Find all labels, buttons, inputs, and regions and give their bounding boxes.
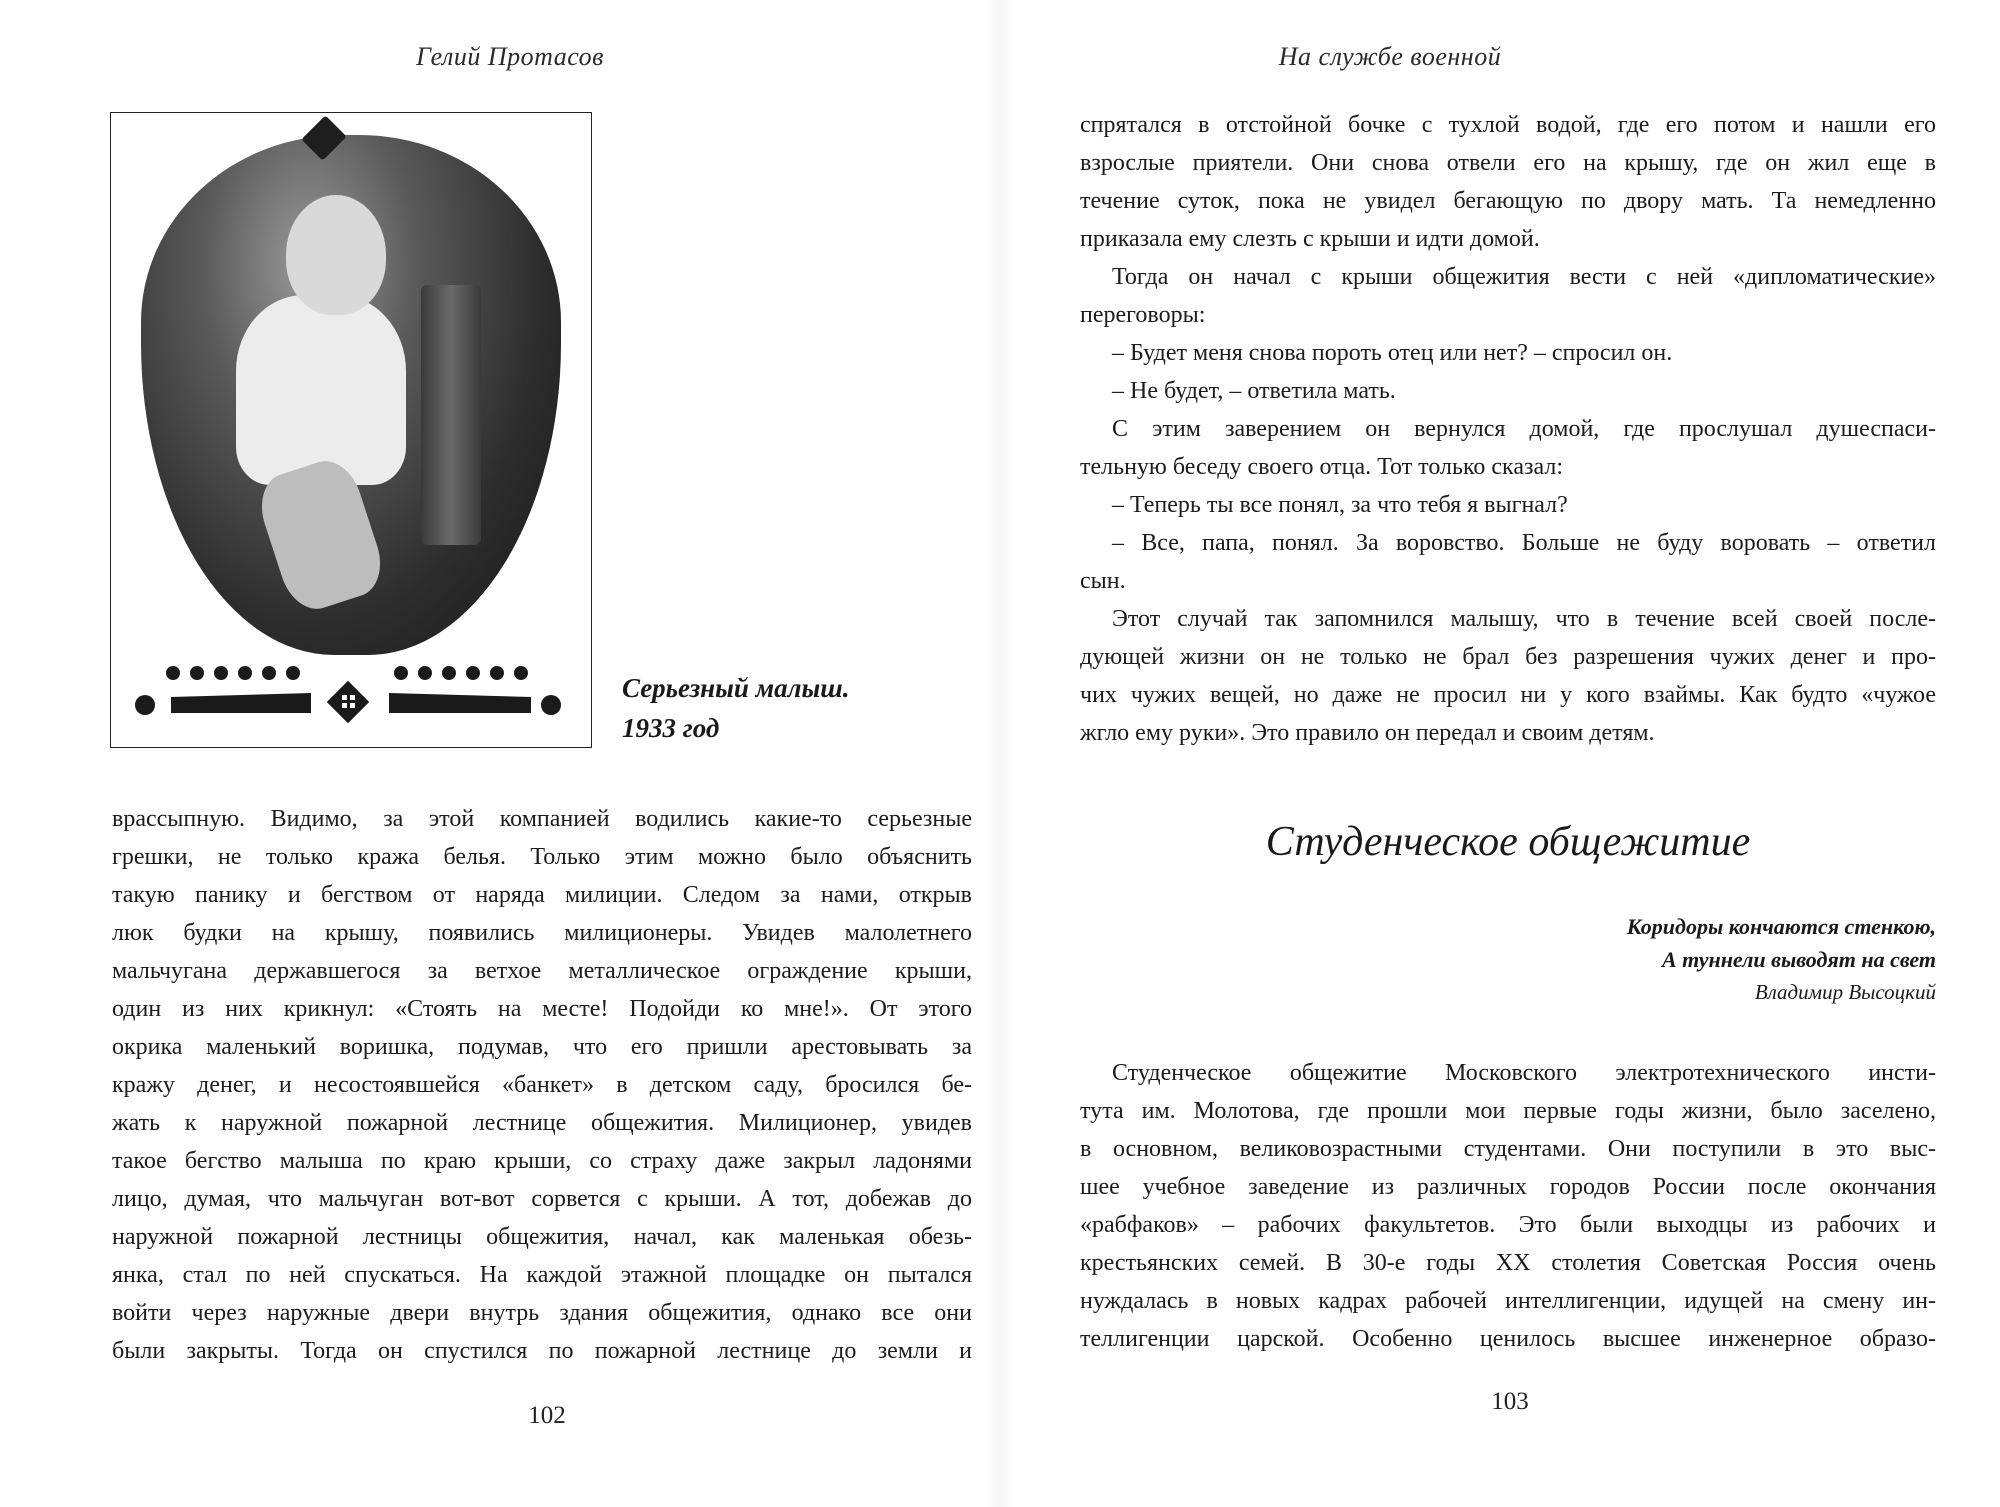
photo-child-body — [236, 295, 406, 485]
photo-frame — [110, 112, 592, 748]
epigraph — [1400, 910, 1936, 1008]
page-number-right: 103 — [1491, 1388, 1529, 1415]
running-head-right: На службе военной — [1278, 42, 1502, 71]
right-body-text-bottom — [1080, 1054, 1936, 1358]
text-line: – Не будет, – ответила мать. — [1112, 378, 1396, 404]
running-head-left: Гелий Протасов — [416, 42, 604, 71]
text-line: шее учебное заведение из различных городов России после окончания — [1080, 1174, 1936, 1200]
photo-caption-line: 1933 год — [622, 713, 720, 743]
text-line: в основном, великовозрастными студентами. Они поступили в это выс- — [1080, 1136, 1936, 1162]
text-line: Студенческое общежитие Московского электротехнического инсти- — [1112, 1060, 1936, 1086]
text-line: «рабфаков» – рабочих факультетов. Это были выходцы из рабочих и — [1080, 1212, 1936, 1238]
text-line: такое бегство малыша по краю крыши, со страху даже закрыл ладонями — [112, 1148, 972, 1174]
photo-serious-child — [141, 135, 561, 655]
text-line: сын. — [1080, 568, 1126, 594]
page-number-left: 102 — [528, 1402, 566, 1429]
text-line: Тогда он начал с крыши общежития вести с ней «дипломатические» — [1112, 264, 1936, 290]
text-line: приказала ему слезть с крыши и идти домой. — [1080, 226, 1540, 252]
text-line: янка, стал по ней спускаться. На каждой этажной площадке он пытался — [112, 1262, 972, 1288]
epigraph-line: Коридоры кончаются стенкою, — [1626, 914, 1936, 939]
text-line: лицо, думая, что мальчуган вот-вот сорвется с крыши. А тот, добежав до — [112, 1186, 972, 1212]
text-line: – Будет меня снова пороть отец или нет? – спросил он. — [1112, 340, 1673, 366]
text-line: наружной пожарной лестницы общежития, начал, как маленькая обезь- — [112, 1224, 972, 1250]
text-line: были закрыты. Тогда он спустился по пожарной лестнице до земли и — [112, 1338, 972, 1364]
text-line: один из них крикнул: «Стоять на месте! Подойди ко мне!». От этого — [112, 996, 972, 1022]
text-line: взрослые приятели. Они снова отвели его на крышу, где он жил еще в — [1080, 150, 1936, 176]
right-page — [1000, 0, 2000, 1507]
text-line: врассыпную. Видимо, за этой компанией водились какие-то серьезные — [112, 806, 972, 832]
text-line: чих чужих вещей, но даже не просил ни у кого взаймы. Как будто «чужое — [1080, 682, 1936, 708]
photo-caption-line: Серьезный малыш. — [622, 673, 850, 703]
text-line: спрятался в отстойной бочке с тухлой водой, где его потом и нашли его — [1080, 112, 1936, 138]
text-line: – Все, папа, понял. За воровство. Больше не буду воровать – ответил — [1112, 530, 1936, 556]
text-line: крестьянских семей. В 30-е годы XX столетия Советская Россия очень — [1080, 1250, 1936, 1276]
text-line: теллигенции царской. Особенно ценилось высшее инженерное образо- — [1080, 1326, 1936, 1352]
text-line: жгло ему руки». Это правило он передал и своим детям. — [1080, 720, 1655, 746]
left-body-text — [112, 800, 972, 1370]
photo-child-head — [286, 195, 386, 315]
text-line: грешки, не только кража белья. Только этим можно было объяснить — [112, 844, 972, 870]
section-title: Студенческое общежитие — [1265, 819, 1751, 865]
text-line: войти через наружные двери внутрь здания общежития, однако все они — [112, 1300, 972, 1326]
text-line: – Теперь ты все понял, за что тебя я выгнал? — [1112, 492, 1568, 518]
text-line: переговоры: — [1080, 302, 1206, 328]
text-line: тута им. Молотова, где прошли мои первые годы жизни, было заселено, — [1080, 1098, 1936, 1124]
text-line: жать к наружной пожарной лестнице общежития. Милиционер, увидев — [112, 1110, 972, 1136]
text-line: С этим заверением он вернулся домой, где прослушал душеспаси- — [1112, 416, 1936, 442]
right-body-text-top — [1080, 106, 1936, 752]
text-line: кражу денег, и несостоявшейся «банкет» в детском саду, бросился бе- — [112, 1072, 972, 1098]
text-line: такую панику и бегством от наряда милиции. Следом за нами, открыв — [112, 882, 972, 908]
photo-chair-post — [421, 285, 481, 545]
photo-ornament — [131, 653, 571, 733]
text-line: мальчугана державшегося за ветхое металлическое ограждение крыши, — [112, 958, 972, 984]
photo-caption — [622, 668, 850, 748]
text-line: окрика маленький воришка, подумав, что его пришли арестовывать за — [112, 1034, 972, 1060]
text-line: Этот случай так запомнился малышу, что в течение всей своей после- — [1112, 606, 1936, 632]
text-line: тельную беседу своего отца. Тот только сказал: — [1080, 454, 1563, 480]
text-line: течение суток, пока не увидел бегающую по двору мать. Та немедленно — [1080, 188, 1936, 214]
text-line: люк будки на крышу, появились милиционеры. Увидев малолетнего — [112, 920, 972, 946]
text-line: нуждалась в новых кадрах рабочей интеллигенции, идущей на смену ин- — [1080, 1288, 1936, 1314]
text-line: дующей жизни он не только не брал без разрешения чужих денег и про- — [1080, 644, 1936, 670]
epigraph-author: Владимир Высоцкий — [1754, 980, 1936, 1004]
epigraph-line: А туннели выводят на свет — [1661, 947, 1936, 972]
